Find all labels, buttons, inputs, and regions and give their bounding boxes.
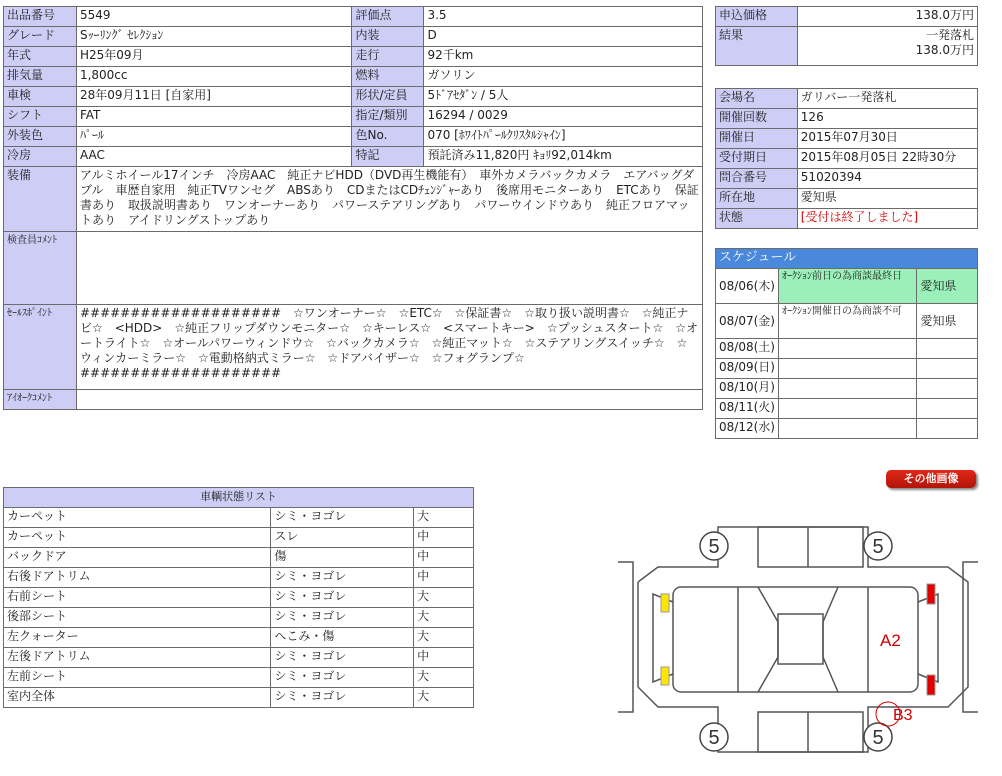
schedule-date: 08/06(木) — [716, 269, 779, 304]
tire-badge-label: 5 — [872, 536, 884, 558]
condition-part: カーペット — [4, 528, 271, 548]
schedule-row — [716, 379, 978, 399]
info-value: 3.5 — [424, 7, 703, 27]
schedule-row — [716, 304, 978, 339]
condition-type: シミ・ヨゴレ — [271, 588, 414, 608]
vehicle-damage-diagram — [618, 522, 978, 757]
info-label: 燃料 — [352, 67, 424, 87]
condition-part: 後部シート — [4, 608, 271, 628]
schedule-event — [778, 359, 917, 379]
condition-type: シミ・ヨゴレ — [271, 508, 414, 528]
schedule-place: 愛知県 — [917, 269, 978, 304]
auction-info-table — [715, 88, 978, 229]
schedule-event — [778, 399, 917, 419]
apply-price-value: 138.0万円 — [797, 7, 977, 27]
info-value: ガソリン — [424, 67, 703, 87]
eye-comment-value — [76, 390, 702, 410]
condition-row — [4, 548, 474, 568]
schedule-place — [917, 419, 978, 439]
auction-value: 愛知県 — [797, 189, 977, 209]
info-value: AAC — [76, 147, 352, 167]
auction-label: 開催日 — [716, 129, 798, 149]
info-value: 1,800cc — [76, 67, 352, 87]
condition-level: 大 — [414, 508, 474, 528]
condition-type: スレ — [271, 528, 414, 548]
condition-row — [4, 568, 474, 588]
condition-type: 傷 — [271, 548, 414, 568]
schedule-date: 08/11(火) — [716, 399, 779, 419]
condition-type: シミ・ヨゴレ — [271, 608, 414, 628]
condition-level: 大 — [414, 608, 474, 628]
auction-label: 問合番号 — [716, 169, 798, 189]
schedule-date: 08/08(土) — [716, 339, 779, 359]
equipment-value: アルミホイール17インチ 冷房AAC 純正ナビHDD（DVD再生機能有） 車外カメラバックカメラ エアバッグダブル 車歴自家用 純正TVワンセグ ABSあり CDまたはCDﾁｪﾝｼﾞｬｰあり 後席用モニターあり ETCあり 保証書あり 取扱説明書あり ワンオーナーあり パワーステアリングあり パワーウインドウあり 純正フロアマットあり アイドリングストップあり — [76, 167, 702, 232]
tire-badge — [864, 723, 892, 751]
condition-level: 大 — [414, 588, 474, 608]
info-label: 内装 — [352, 27, 424, 47]
condition-type: シミ・ヨゴレ — [271, 568, 414, 588]
condition-row — [4, 508, 474, 528]
price-table — [715, 6, 978, 66]
info-value: H25年09月 — [76, 47, 352, 67]
auction-value: 126 — [797, 109, 977, 129]
sales-point-label: ｾｰﾙｽﾎﾟｲﾝﾄ — [4, 305, 77, 390]
car-outline — [618, 527, 978, 752]
info-row — [4, 47, 703, 67]
info-value: 92千km — [424, 47, 703, 67]
info-row — [4, 7, 703, 27]
condition-level: 大 — [414, 688, 474, 708]
condition-row — [4, 688, 474, 708]
condition-level: 中 — [414, 528, 474, 548]
schedule-date: 08/12(水) — [716, 419, 779, 439]
auction-label: 状態 — [716, 209, 798, 229]
info-value: ﾊﾟｰﾙ — [76, 127, 352, 147]
condition-type: シミ・ヨゴレ — [271, 668, 414, 688]
condition-part: 右前シート — [4, 588, 271, 608]
damage-mark-a2: A2 — [880, 631, 901, 650]
condition-list-title: 車輌状態リスト — [4, 488, 474, 508]
condition-part: バックドア — [4, 548, 271, 568]
auction-row — [716, 89, 978, 109]
info-value: 070 [ﾎﾜｲﾄﾊﾟｰﾙｸﾘｽﾀﾙｼｬｲﾝ] — [424, 127, 703, 147]
front-light-marker-bottom — [661, 667, 669, 685]
condition-part: 右後ドアトリム — [4, 568, 271, 588]
info-label: シフト — [4, 107, 77, 127]
tire-badge — [864, 532, 892, 560]
info-label: 評価点 — [352, 7, 424, 27]
condition-part: 左前シート — [4, 668, 271, 688]
info-label: 排気量 — [4, 67, 77, 87]
vehicle-info-table — [3, 6, 703, 410]
schedule-event — [778, 379, 917, 399]
result-label: 結果 — [716, 27, 798, 66]
info-label: 出品番号 — [4, 7, 77, 27]
info-label: 冷房 — [4, 147, 77, 167]
auction-value: 51020394 — [797, 169, 977, 189]
condition-row — [4, 668, 474, 688]
tire-badge — [700, 532, 728, 560]
schedule-place — [917, 359, 978, 379]
info-value: 5ﾄﾞｱｾﾀﾞﾝ / 5人 — [424, 87, 703, 107]
condition-type: へこみ・傷 — [271, 628, 414, 648]
result-status: 一発落札 — [925, 28, 974, 42]
schedule-row — [716, 269, 978, 304]
condition-row — [4, 608, 474, 628]
info-label: 特記 — [352, 147, 424, 167]
rear-light-marker-bottom — [927, 675, 935, 695]
info-row — [4, 87, 703, 107]
rear-light-marker-top — [927, 584, 935, 604]
condition-level: 大 — [414, 628, 474, 648]
condition-type: シミ・ヨゴレ — [271, 688, 414, 708]
result-value — [797, 27, 977, 66]
condition-list-table — [3, 487, 474, 708]
schedule-date: 08/07(金) — [716, 304, 779, 339]
other-images-button[interactable]: その他画像 — [886, 470, 976, 488]
result-price: 138.0万円 — [915, 43, 974, 57]
auction-value: 2015年08月05日 22時30分 — [797, 149, 977, 169]
info-row — [4, 147, 703, 167]
schedule-event: ｵｰｸｼｮﾝ開催日の為商談不可 — [778, 304, 917, 339]
auction-label: 会場名 — [716, 89, 798, 109]
auction-label: 所在地 — [716, 189, 798, 209]
inspector-comment-value — [76, 232, 702, 305]
auction-row — [716, 129, 978, 149]
condition-part: 左後ドアトリム — [4, 648, 271, 668]
condition-row — [4, 588, 474, 608]
eye-comment-label: ｱｲｵｰｸｺﾒﾝﾄ — [4, 390, 77, 410]
condition-type: シミ・ヨゴレ — [271, 648, 414, 668]
auction-row — [716, 189, 978, 209]
info-value: D — [424, 27, 703, 47]
condition-row — [4, 528, 474, 548]
info-value: FAT — [76, 107, 352, 127]
inspector-comment-label: 検査員ｺﾒﾝﾄ — [4, 232, 77, 305]
auction-row — [716, 109, 978, 129]
schedule-row — [716, 399, 978, 419]
schedule-event — [778, 339, 917, 359]
auction-label: 開催回数 — [716, 109, 798, 129]
schedule-event — [778, 419, 917, 439]
schedule-place — [917, 379, 978, 399]
info-label: グレード — [4, 27, 77, 47]
tire-badge-label: 5 — [708, 727, 720, 749]
info-value: 28年09月11日 [自家用] — [76, 87, 352, 107]
info-label: 指定/類別 — [352, 107, 424, 127]
auction-row — [716, 209, 978, 229]
info-value: 5549 — [76, 7, 352, 27]
info-value: 16294 / 0029 — [424, 107, 703, 127]
schedule-place: 愛知県 — [917, 304, 978, 339]
auction-value: 2015年07月30日 — [797, 129, 977, 149]
info-row — [4, 127, 703, 147]
condition-row — [4, 648, 474, 668]
tire-badge-label: 5 — [708, 536, 720, 558]
condition-level: 大 — [414, 668, 474, 688]
info-value: 預託済み11,820円 ｷｮﾘ92,014km — [424, 147, 703, 167]
condition-level: 中 — [414, 648, 474, 668]
tire-badge — [700, 723, 728, 751]
info-label: 走行 — [352, 47, 424, 67]
condition-level: 中 — [414, 548, 474, 568]
info-value: Sｯｰﾘﾝｸﾞ ｾﾚｸｼｮﾝ — [76, 27, 352, 47]
condition-part: 左クォーター — [4, 628, 271, 648]
schedule-row — [716, 419, 978, 439]
info-label: 色No. — [352, 127, 424, 147]
auction-row — [716, 169, 978, 189]
info-row — [4, 107, 703, 127]
info-label: 外装色 — [4, 127, 77, 147]
info-row — [4, 27, 703, 47]
condition-part: 室内全体 — [4, 688, 271, 708]
sales-point-value: #################### ☆ワンオーナー☆ ☆ETC☆ ☆保証書☆ ☆取り扱い説明書☆ ☆純正ナビ☆ <HDD> ☆純正フリップダウンモニター☆ ☆キーレス☆ <スマートキー> ☆プッシュスタート☆ ☆オートライト☆ ☆オールパワーウィンドウ☆ ☆バックカメラ☆ ☆純正マット☆ ☆ステアリングスイッチ☆ ☆ウィンカーミラー☆ ☆電動格納式ミラー☆ ☆ドアバイザー☆ ☆フォグランプ☆ #################### — [76, 305, 702, 390]
condition-row — [4, 628, 474, 648]
auction-row — [716, 149, 978, 169]
schedule-title: スケジュール — [716, 249, 978, 269]
tire-badge-label: 5 — [872, 727, 884, 749]
front-light-marker-top — [661, 594, 669, 612]
info-label: 形状/定員 — [352, 87, 424, 107]
condition-part: カーペット — [4, 508, 271, 528]
info-label: 車検 — [4, 87, 77, 107]
damage-mark-b3: B3 — [893, 707, 913, 724]
schedule-row — [716, 339, 978, 359]
schedule-table — [715, 248, 978, 439]
auction-value: ガリバー一発落札 — [797, 89, 977, 109]
schedule-event: ｵｰｸｼｮﾝ前日の為商談最終日 — [778, 269, 917, 304]
info-row — [4, 67, 703, 87]
equipment-label: 装備 — [4, 167, 77, 232]
auction-label: 受付期日 — [716, 149, 798, 169]
auction-value: [受付は終了しました] — [797, 209, 977, 229]
schedule-place — [917, 399, 978, 419]
apply-price-label: 申込価格 — [716, 7, 798, 27]
condition-level: 中 — [414, 568, 474, 588]
schedule-date: 08/09(日) — [716, 359, 779, 379]
schedule-date: 08/10(月) — [716, 379, 779, 399]
schedule-row — [716, 359, 978, 379]
info-label: 年式 — [4, 47, 77, 67]
schedule-place — [917, 339, 978, 359]
